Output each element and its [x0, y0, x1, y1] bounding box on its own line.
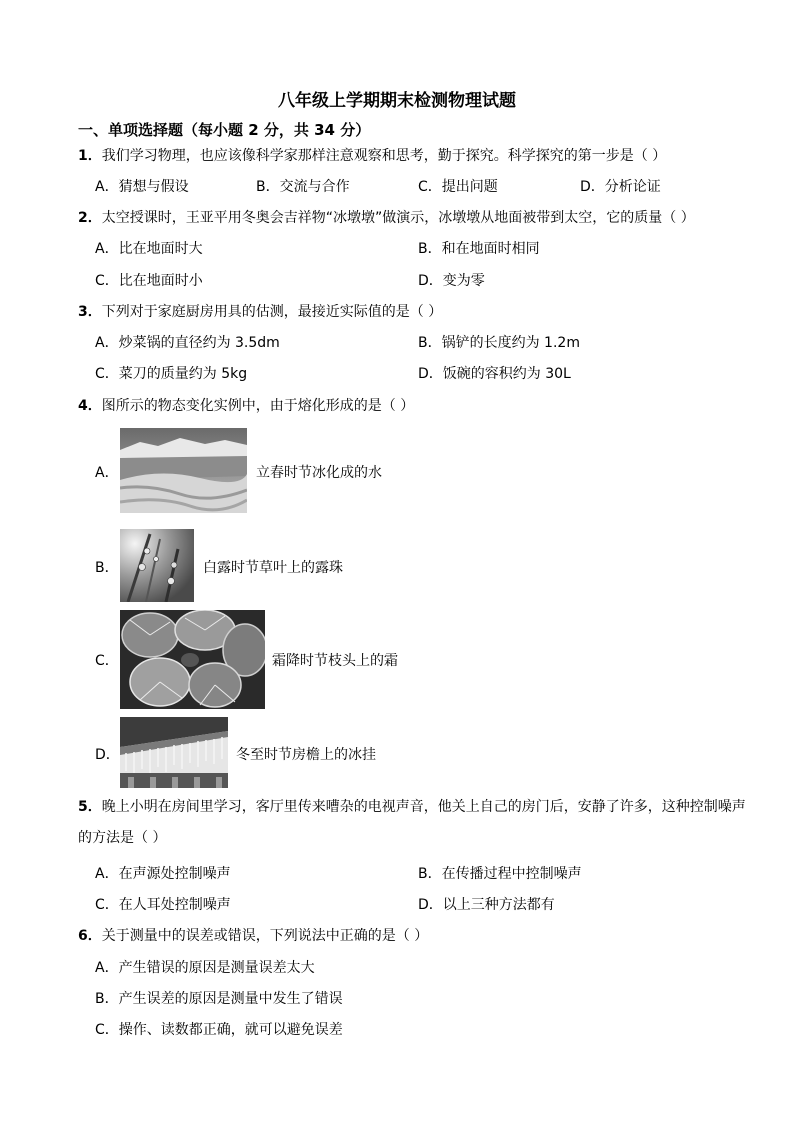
q4-option-a-caption: 立春时节冰化成的水: [256, 465, 382, 481]
question-number: 5．: [78, 799, 102, 815]
question-2: [78, 207, 695, 227]
question-4: [78, 395, 414, 415]
q4-option-b-caption: 白露时节草叶上的露珠: [203, 560, 343, 576]
question-3: [78, 301, 442, 321]
page-title: 八年级上学期期末检测物理试题: [278, 91, 516, 111]
q2-option-c[interactable]: C．比在地面时小: [95, 273, 203, 289]
q4-option-d-letter[interactable]: D．: [95, 747, 120, 763]
q6-option-a[interactable]: A．产生错误的原因是测量误差太大: [95, 960, 315, 976]
q2-option-a[interactable]: A．比在地面时大: [95, 241, 203, 257]
question-number: 6．: [78, 928, 102, 944]
q6-option-c[interactable]: C．操作、读数都正确，就可以避免误差: [95, 1022, 343, 1038]
landscape-photo: [120, 428, 247, 513]
question-text: 下列对于家庭厨房用具的估测，最接近实际值的是（ ）: [101, 304, 443, 320]
icicles-photo: [120, 717, 228, 788]
q3-option-d[interactable]: D．饭碗的容积约为 30L: [418, 366, 571, 382]
q2-option-d[interactable]: D．变为零: [418, 273, 485, 289]
question-1: [78, 145, 666, 165]
section-heading: 一、单项选择题（每小题 2 分，共 34 分）: [78, 121, 371, 139]
q5-option-d[interactable]: D．以上三种方法都有: [418, 897, 555, 913]
q4-option-c-letter[interactable]: C．: [95, 653, 119, 669]
q4-option-b-letter[interactable]: B．: [95, 560, 119, 576]
question-6: [78, 925, 428, 945]
dew-photo: [120, 529, 194, 602]
question-text: 晚上小明在房间里学习，客厅里传来嘈杂的电视声音，他关上自己的房门后，安静了许多，这种控制噪声的方法是（ ）: [78, 799, 746, 846]
q3-option-b[interactable]: B．锅铲的长度约为 1.2m: [418, 335, 580, 351]
question-text: 太空授课时，王亚平用冬奥会吉祥物“冰墩墩”做演示，冰墩墩从地面被带到太空，它的质量（ ）: [101, 210, 695, 226]
q1-option-a[interactable]: A．猜想与假设: [95, 179, 189, 195]
q4-option-c-caption: 霜降时节枝头上的霜: [272, 653, 398, 669]
question-number: 1．: [78, 148, 102, 164]
q6-option-b[interactable]: B．产生误差的原因是测量中发生了错误: [95, 991, 343, 1007]
question-text: 图所示的物态变化实例中，由于熔化形成的是（ ）: [101, 398, 415, 414]
question-5: [78, 792, 748, 854]
question-number: 2．: [78, 210, 102, 226]
q1-option-d[interactable]: D．分析论证: [580, 179, 661, 195]
question-text: 关于测量中的误差或错误，下列说法中正确的是（ ）: [101, 928, 429, 944]
q5-option-b[interactable]: B．在传播过程中控制噪声: [418, 866, 582, 882]
frost-leaves-photo: [120, 610, 265, 709]
q4-option-a-letter[interactable]: A．: [95, 465, 119, 481]
question-number: 3．: [78, 304, 102, 320]
q3-option-c[interactable]: C．菜刀的质量约为 5kg: [95, 366, 248, 382]
q5-option-c[interactable]: C．在人耳处控制噪声: [95, 897, 231, 913]
q2-option-b[interactable]: B．和在地面时相同: [418, 241, 540, 257]
q4-option-d-caption: 冬至时节房檐上的冰挂: [236, 747, 376, 763]
question-number: 4．: [78, 398, 102, 414]
q5-option-a[interactable]: A．在声源处控制噪声: [95, 866, 231, 882]
q1-option-c[interactable]: C．提出问题: [418, 179, 498, 195]
q1-option-b[interactable]: B．交流与合作: [256, 179, 350, 195]
q3-option-a[interactable]: A．炒菜锅的直径约为 3.5dm: [95, 335, 280, 351]
question-text: 我们学习物理，也应该像科学家那样注意观察和思考，勤于探究。科学探究的第一步是（ ）: [101, 148, 667, 164]
